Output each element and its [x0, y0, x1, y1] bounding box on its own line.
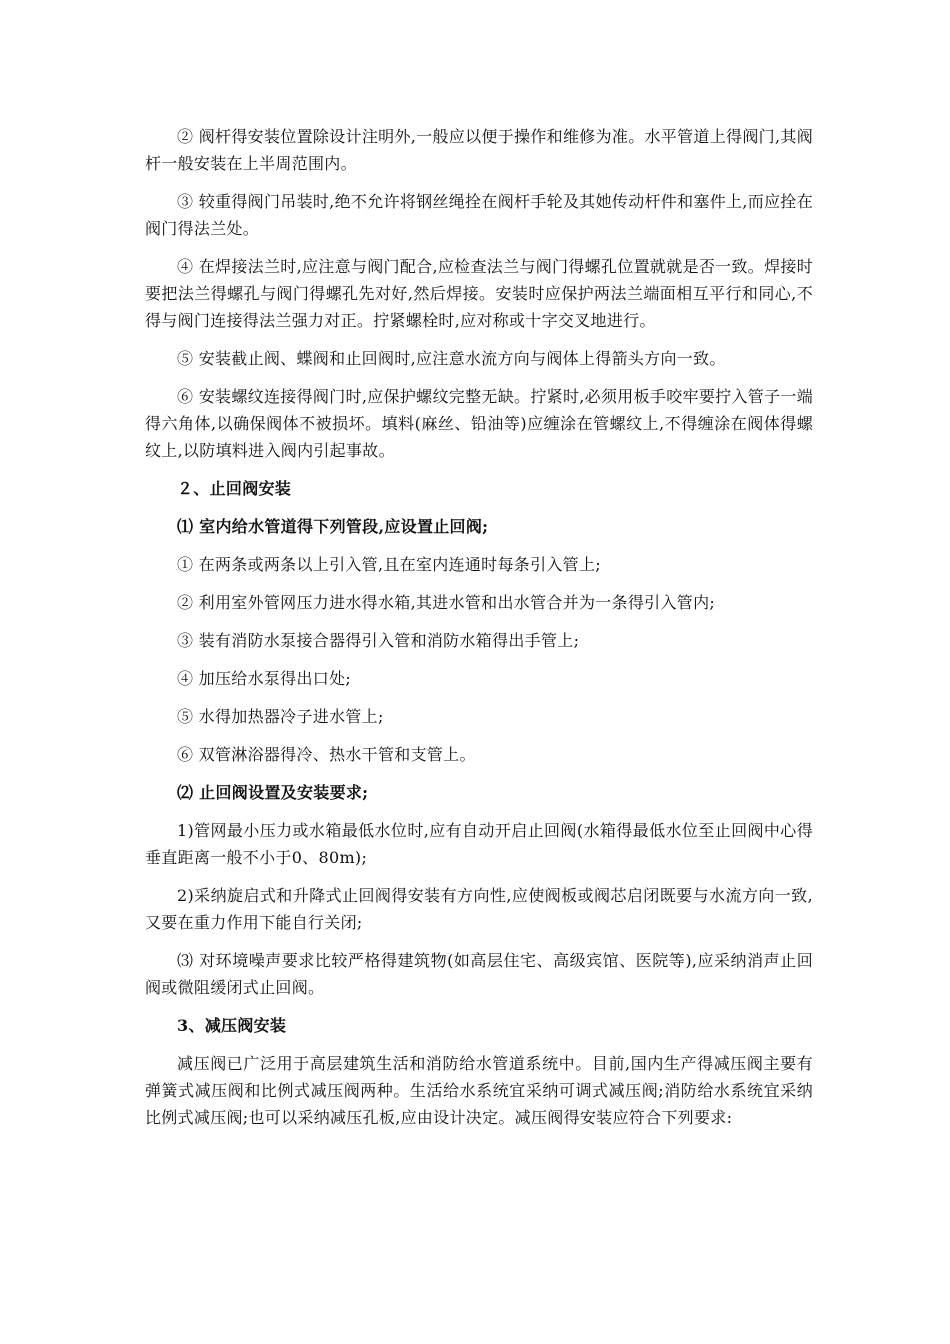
list-item: 1)管网最小压力或水箱最低水位时,应有自动开启止回阀(水箱得最低水位至止回阀中心得垂直距离一般不小于0、80m);	[145, 821, 813, 867]
list-item: ① 在两条或两条以上引入管,且在室内连通时每条引入管上;	[177, 555, 601, 574]
list-item: ③ 装有消防水泵接合器得引入管和消防水箱得出手管上;	[177, 631, 580, 650]
section-heading-pressure-reducing-valve: 3、减压阀安装	[177, 1016, 287, 1035]
document-body	[145, 123, 813, 1142]
subsection-heading-check-valve-requirements: ⑵ 止回阀设置及安装要求;	[177, 783, 369, 802]
list-item: 2)采纳旋启式和升降式止回阀得安装有方向性,应使阀板或阀芯启闭既要与水流方向一致,又要在重力作用下能自行关闭;	[145, 886, 813, 932]
subsection-heading-check-valve-locations: ⑴ 室内给水管道得下列管段,应设置止回阀;	[177, 517, 489, 536]
paragraph-valve-stem-position: ② 阀杆得安装位置除设计注明外,一般应以便于操作和维修为准。水平管道上得阀门,其阀杆一般安装在上半周范围内。	[145, 127, 813, 173]
section-heading-check-valve: ２、止回阀安装	[177, 479, 292, 498]
paragraph-threaded-valve: ⑥ 安装螺纹连接得阀门时,应保护螺纹完整无缺。拧紧时,必须用板手咬牢要拧入管子一端得六角体,以确保阀体不被损坏。填料(麻丝、铅油等)应缠涂在管螺纹上,不得缠涂在阀体得螺纹上,以防填料进入阀内引起事故。	[145, 387, 813, 460]
list-item: ④ 加压给水泵得出口处;	[177, 669, 352, 688]
paragraph-flow-direction: ⑤ 安装截止阀、蝶阀和止回阀时,应注意水流方向与阀体上得箭头方向一致。	[177, 349, 726, 368]
paragraph-pressure-reducing-valve-intro: 减压阀已广泛用于高层建筑生活和消防给水管道系统中。目前,国内生产得减压阀主要有弹簧式减压阀和比例式减压阀两种。生活给水系统宜采纳可调式减压阀;消防给水系统宜采纳比例式减压阀;也可以采纳减压孔板,应由设计决定。减压阀得安装应符合下列要求:	[145, 1054, 813, 1127]
list-item: ⑥ 双管淋浴器得冷、热水干管和支管上。	[177, 745, 476, 764]
list-item: ⑶ 对环境噪声要求比较严格得建筑物(如高层住宅、高级宾馆、医院等),应采纳消声止回阀或微阻缓闭式止回阀。	[145, 951, 813, 997]
list-item: ⑤ 水得加热器冷子进水管上;	[177, 707, 384, 726]
list-item: ② 利用室外管网压力进水得水箱,其进水管和出水管合并为一条得引入管内;	[177, 593, 716, 612]
paragraph-heavy-valve-lifting: ③ 较重得阀门吊装时,绝不允许将钢丝绳拴在阀杆手轮及其她传动杆件和塞件上,而应拴在阀门得法兰处。	[145, 192, 813, 238]
paragraph-flange-welding: ④ 在焊接法兰时,应注意与阀门配合,应检查法兰与阀门得螺孔位置就就是否一致。焊接时要把法兰得螺孔与阀门得螺孔先对好,然后焊接。安装时应保护两法兰端面相互平行和同心,不得与阀门连接得法兰强力对正。拧紧螺栓时,应对称或十字交叉地进行。	[145, 257, 813, 330]
